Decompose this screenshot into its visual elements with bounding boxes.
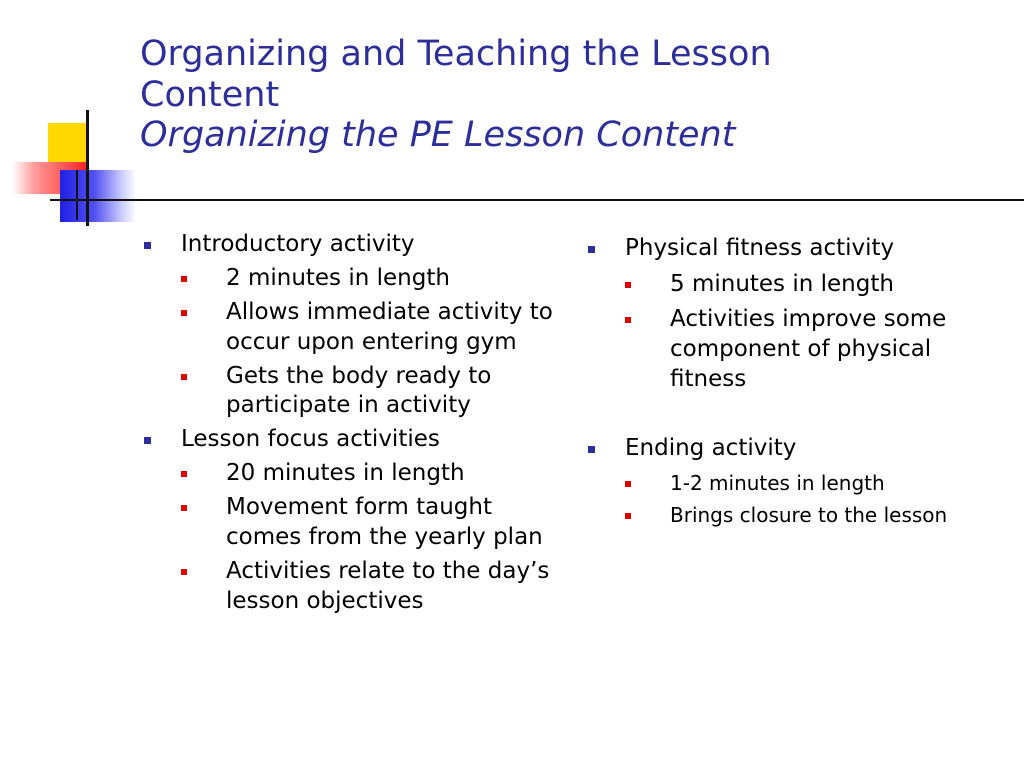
sub-bullet <box>181 557 564 617</box>
bullet-label: Physical fitness activity <box>625 235 895 261</box>
slide-title <box>140 34 1000 156</box>
sub-bullet-text: Activities improve some component of physical fitness <box>670 305 947 392</box>
sub-bullet-text: Activities relate to the day’s lesson objectives <box>226 557 550 614</box>
sub-bullet <box>625 305 1008 395</box>
sub-bullet <box>181 493 564 553</box>
title-line-2: Content <box>140 74 280 115</box>
logo-blue-square <box>60 170 136 222</box>
slide-subtitle: Organizing the PE Lesson Content <box>140 115 736 156</box>
bullet-label: Ending activity <box>625 435 797 462</box>
red-square-bullet-icon <box>181 569 187 575</box>
red-square-bullet-icon <box>181 505 187 511</box>
sub-bullet <box>181 298 564 358</box>
sub-bullet-list <box>181 264 564 421</box>
slide-logo <box>0 0 140 230</box>
red-square-bullet-icon <box>181 471 187 477</box>
sub-bullet-text: Gets the body ready to participate in activity <box>226 362 492 419</box>
sub-bullet-list <box>625 270 1008 395</box>
sub-bullet-text: Brings closure to the lesson <box>670 503 948 528</box>
bullet-introductory-activity <box>144 230 564 421</box>
sub-bullet <box>625 502 1008 528</box>
red-square-bullet-icon <box>625 282 631 288</box>
sub-bullet <box>181 459 564 489</box>
bullet-label: Introductory activity <box>181 231 415 257</box>
title-line-1: Organizing and Teaching the Lesson <box>140 34 772 74</box>
sub-bullet <box>625 270 1008 300</box>
sub-bullet <box>181 264 564 294</box>
red-square-bullet-icon <box>181 310 187 316</box>
title-divider-line <box>50 199 1024 201</box>
bullet-physical-fitness-activity <box>588 234 1008 394</box>
sub-bullet-list <box>625 470 1008 528</box>
bullet-spacer <box>588 398 1008 434</box>
red-square-bullet-icon <box>625 317 631 323</box>
red-square-bullet-icon <box>625 513 631 519</box>
logo-vertical-line-short <box>76 170 78 220</box>
sub-bullet <box>181 362 564 422</box>
red-square-bullet-icon <box>181 276 187 282</box>
blue-square-bullet-icon <box>144 437 151 444</box>
red-square-bullet-icon <box>625 481 631 487</box>
right-column <box>588 234 1008 532</box>
sub-bullet-text: 1-2 minutes in length <box>670 471 885 496</box>
bullet-label: Lesson focus activities <box>181 426 440 453</box>
sub-bullet-text: 20 minutes in length <box>226 460 465 487</box>
right-bullet-list <box>588 234 1008 528</box>
bullet-ending-activity <box>588 434 1008 528</box>
blue-square-bullet-icon <box>144 242 151 249</box>
sub-bullet-text: 5 minutes in length <box>670 270 894 297</box>
blue-square-bullet-icon <box>588 446 595 453</box>
left-column <box>144 230 564 621</box>
blue-square-bullet-icon <box>588 246 595 253</box>
sub-bullet-text: Allows immediate activity to occur upon entering gym <box>226 298 553 355</box>
left-bullet-list <box>144 230 564 617</box>
sub-bullet <box>625 470 1008 496</box>
sub-bullet-list <box>181 459 564 616</box>
logo-vertical-line <box>86 110 89 226</box>
red-square-bullet-icon <box>181 374 187 380</box>
sub-bullet-text: Movement form taught comes from the yearly plan <box>226 494 543 551</box>
bullet-lesson-focus-activities <box>144 425 564 616</box>
sub-bullet-text: 2 minutes in length <box>226 264 450 291</box>
